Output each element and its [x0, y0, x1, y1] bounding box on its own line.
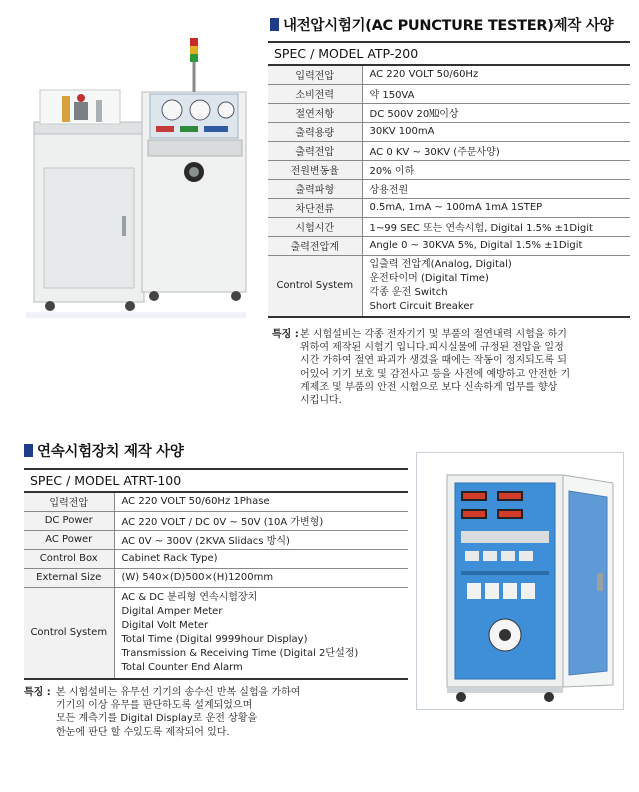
- title-marker-icon: [24, 444, 33, 457]
- table-row: 전원변동율 20% 이하: [268, 160, 630, 179]
- table-row: 차단전류 0.5mA, 1mA ~ 100mA 1mA 1STEP: [268, 198, 630, 217]
- continuous-tester-photo: [416, 452, 624, 710]
- section2-spec-table: [24, 468, 408, 680]
- control-system-row: [24, 587, 408, 679]
- note-label: 특징 :: [272, 329, 299, 340]
- section2-note: 특징 : 본 시험설비는 유무선 기기의 송수신 반복 실험을 가하여 기기의 이상 유무를 판단하도록 설계되었으며 모든 계측기를 Digital Display로 운전 상황을 한눈에 판단 할 수있도록 제작되어 있다.: [24, 687, 301, 738]
- section1-note: 특징 : 본 시험설비는 각종 전자기기 및 부품의 절연내력 시험을 하기 위하여 제작된 시험기 입니다.피시실물에 규정된 전압을 일정 시간 가하여 절연 파괴가 생겼을 때에는 작동이 정지되도록 되 어있어 기기 보호 및 감전사고 등을 사전에 예방하고 안전한 기 계제조 및 부품의 안전 시험으로 보다 신속하게 업무를 향상 시킵니다.: [272, 329, 571, 407]
- title-marker-icon: [270, 18, 279, 31]
- model-label: SPEC / MODEL ATRT-100: [24, 469, 408, 492]
- table-row: DC Power AC 220 VOLT / DC 0V ~ 50V (10A 가변형): [24, 511, 408, 530]
- note-label: 특징 :: [24, 687, 51, 698]
- table-row: 입력전압 AC 220 VOLT 50/60Hz 1Phase: [24, 492, 408, 511]
- table-row: 입력전압 AC 220 VOLT 50/60Hz: [268, 65, 630, 84]
- model-row: [268, 42, 630, 65]
- table-row: Control Box Cabinet Rack Type): [24, 549, 408, 568]
- table-row: 출력전압계 Angle 0 ~ 30KVA 5%, Digital 1.5% ±1Digit: [268, 236, 630, 255]
- table-row: External Size (W) 540×(D)500×(H)1200mm: [24, 568, 408, 587]
- table-row: 소비전력 약 150VA: [268, 84, 630, 103]
- control-system-row: [268, 255, 630, 317]
- model-row: [24, 469, 408, 492]
- table-row: 절연저항 DC 500V 20㏁이상: [268, 103, 630, 122]
- table-row: 출력전압 AC 0 KV ~ 30KV (주문사양): [268, 141, 630, 160]
- table-row: 출력파형 상용전원: [268, 179, 630, 198]
- section2-title: 연속시험장치 제작 사양: [24, 440, 184, 461]
- section1-spec-table: [268, 41, 630, 318]
- control-system-key: Control System: [24, 587, 114, 679]
- table-row: 시험시간 1~99 SEC 또는 연속시험, Digital 1.5% ±1Digit: [268, 217, 630, 236]
- control-system-list: AC & DC 분리형 연속시험장치 Digital Amper Meter Digital Volt Meter Total Time (Digital 9999hour Display) Transmission & Receiving Time (Digital 2단설정) Total Counter End Alarm: [114, 587, 408, 679]
- control-system-key: Control System: [268, 255, 362, 317]
- section1-title: 내전압시험기(AC PUNCTURE TESTER)제작 사양: [270, 14, 613, 35]
- table-row: AC Power AC 0V ~ 300V (2KVA Slidacs 방식): [24, 530, 408, 549]
- control-system-list: 입출력 전압계(Analog, Digital) 운전타이머 (Digital Time) 각종 운전 Switch Short Circuit Breaker: [362, 255, 630, 317]
- puncture-tester-photo: [10, 30, 262, 330]
- model-label: SPEC / MODEL ATP-200: [268, 42, 630, 65]
- table-row: 출력용량 30KV 100mA: [268, 122, 630, 141]
